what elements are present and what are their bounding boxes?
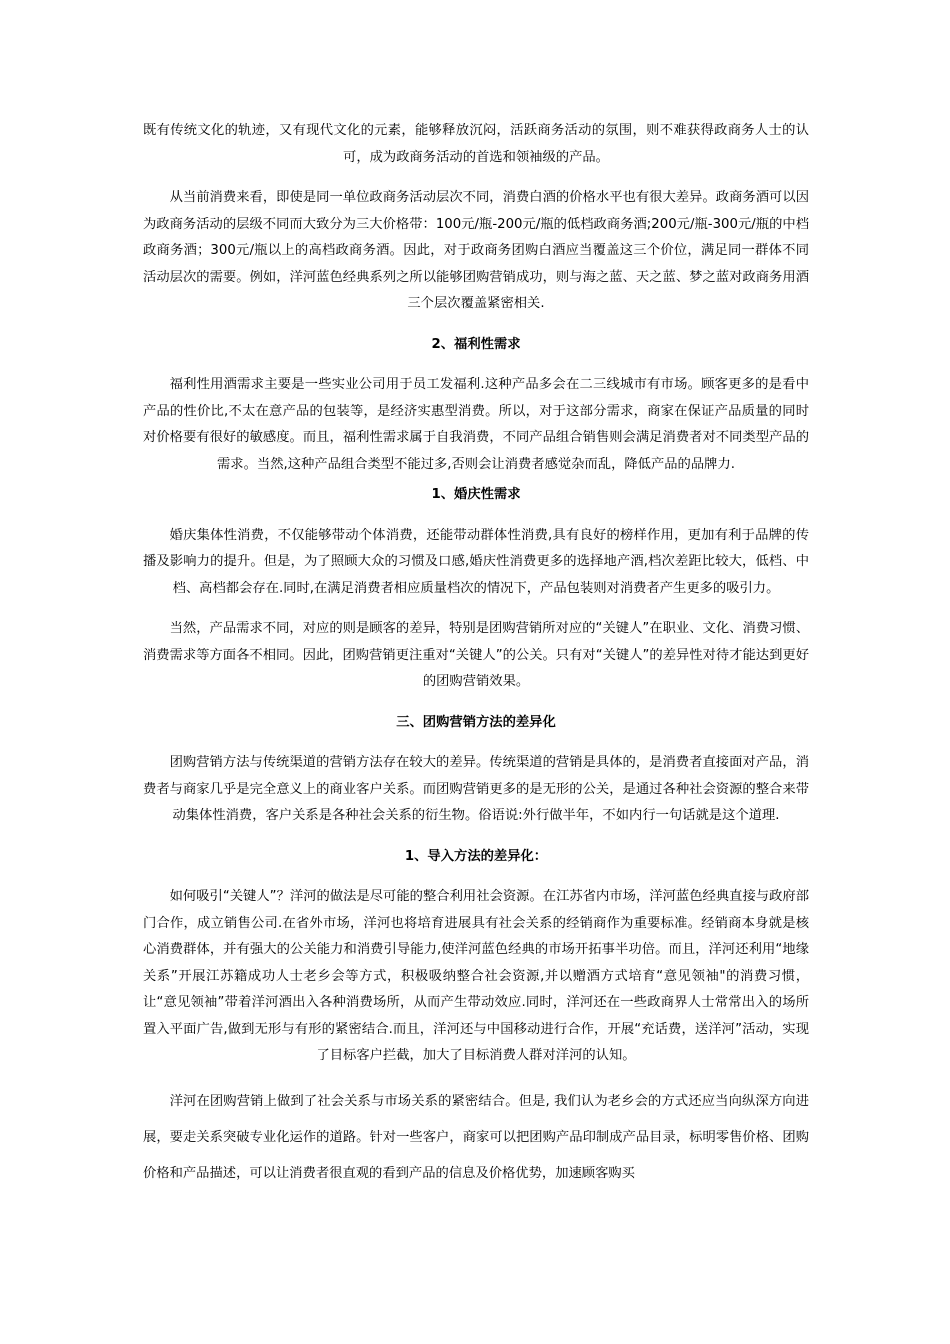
paragraph-welfare-demand: 福利性用酒需求主要是一些实业公司用于员工发福利.这种产品多会在二三线城市有市场。顾客更多的是看中产品的性价比,不太在意产品的包装等，是经济实惠型消费。所以，对于这部分需求，商家在保证产品质量的同时对价格要有很好的敏感度。而且，福利性需求属于自我消费，不同产品组合销售则会满足消费者对不同类型产品的需求。当然,这种产品组合类型不能过多,否则会让消费者感觉杂而乱，降低产品的品牌力. [143,377,809,472]
heading-welfare-demand: 2、福利性需求 [431,336,521,352]
heading-wedding-demand: 1、婚庆性需求 [431,487,521,502]
paragraph-final: 洋河在团购营销上做到了社会关系与市场关系的紧密结合。但是, 我们认为老乡会的方式还应当向纵深方向进展，要走关系突破专业化运作的道路。针对一些客户，商家可以把团购产品印制成产品目录，标明零售价格、团购价格和产品描述，可以让消费者很直观的看到产品的信息及价格优势，加速顾客购买 [143,1093,809,1181]
paragraph-import-methods: 如何吸引“关键人”？洋河的做法是尽可能的整合利用社会资源。在江苏省内市场，洋河蓝色经典直接与政府部门合作，成立销售公司.在省外市场，洋河也将培育进展具有社会关系的经销商作为重要标准。经销商本身就是核心消费群体，并有强大的公关能力和消费引导能力,使洋河蓝色经典的市场开拓事半功倍。而且，洋河还利用“地缘关系”开展江苏籍成功人士老乡会等方式，积极吸纳整合社会资源,并以赠酒方式培育“意见领袖"的消费习惯，让“意见领袖”带着洋河酒出入各种消费场所，从而产生带动效应.同时，洋河还在一些政商界人士常常出入的场所置入平面广告,做到无形与有形的紧密结合.而且，洋河还与中国移动进行合作，开展“充话费，送洋河”活动，实现了目标客户拦截，加大了目标消费人群对洋河的认知。 [143,889,809,1063]
paragraph-marketing-methods: 团购营销方法与传统渠道的营销方法存在较大的差异。传统渠道的营销是具体的，是消费者直接面对产品，消费者与商家几乎是完全意义上的商业客户关系。而团购营销更多的是无形的公关，是通过各种社会资源的整合来带动集体性消费，客户关系是各种社会关系的衍生物。俗语说:外行做半年，不如内行一句话就是这个道理. [143,755,809,823]
paragraph-intro-continued: 既有传统文化的轨迹，又有现代文化的元素，能够释放沉闷，活跃商务活动的氛围，则不难获得政商务人士的认可，成为政商务活动的首选和领袖级的产品。 [143,123,809,165]
heading-marketing-methods: 三、团购营销方法的差异化 [396,714,556,730]
heading-import-methods: 1、导入方法的差异化： [404,848,548,864]
document-page [143,118,809,1192]
paragraph-key-person: 当然，产品需求不同，对应的则是顾客的差异，特别是团购营销所对应的“关键人”在职业、文化、消费习惯、消费需求等方面各不相同。因此，团购营销更注重对“关键人”的公关。只有对“关键人”的差异性对待才能达到更好的团购营销效果。 [143,621,809,689]
paragraph-wedding-demand: 婚庆集体性消费，不仅能够带动个体消费，还能带动群体性消费,具有良好的榜样作用，更加有利于品牌的传播及影响力的提升。但是，为了照顾大众的习惯及口感,婚庆性消费更多的选择地产酒,档次差距比较大，低档、中档、高档都会存在.同时,在满足消费者相应质量档次的情况下，产品包装则对消费者产生更多的吸引力。 [143,527,809,596]
paragraph-price-tiers: 从当前消费来看，即使是同一单位政商务活动层次不同，消费白酒的价格水平也有很大差异。政商务酒可以因为政商务活动的层级不同而大致分为三大价格带：100元/瓶-200元/瓶的低档政商务酒;200元/瓶-300元/瓶的中档政商务酒；300元/瓶以上的高档政商务酒。因此，对于政商务团购白酒应当覆盖这三个价位，满足同一群体不同活动层次的需要。例如，洋河蓝色经典系列之所以能够团购营销成功，则与海之蓝、天之蓝、梦之蓝对政商务用酒三个层次覆盖紧密相关. [143,190,809,311]
